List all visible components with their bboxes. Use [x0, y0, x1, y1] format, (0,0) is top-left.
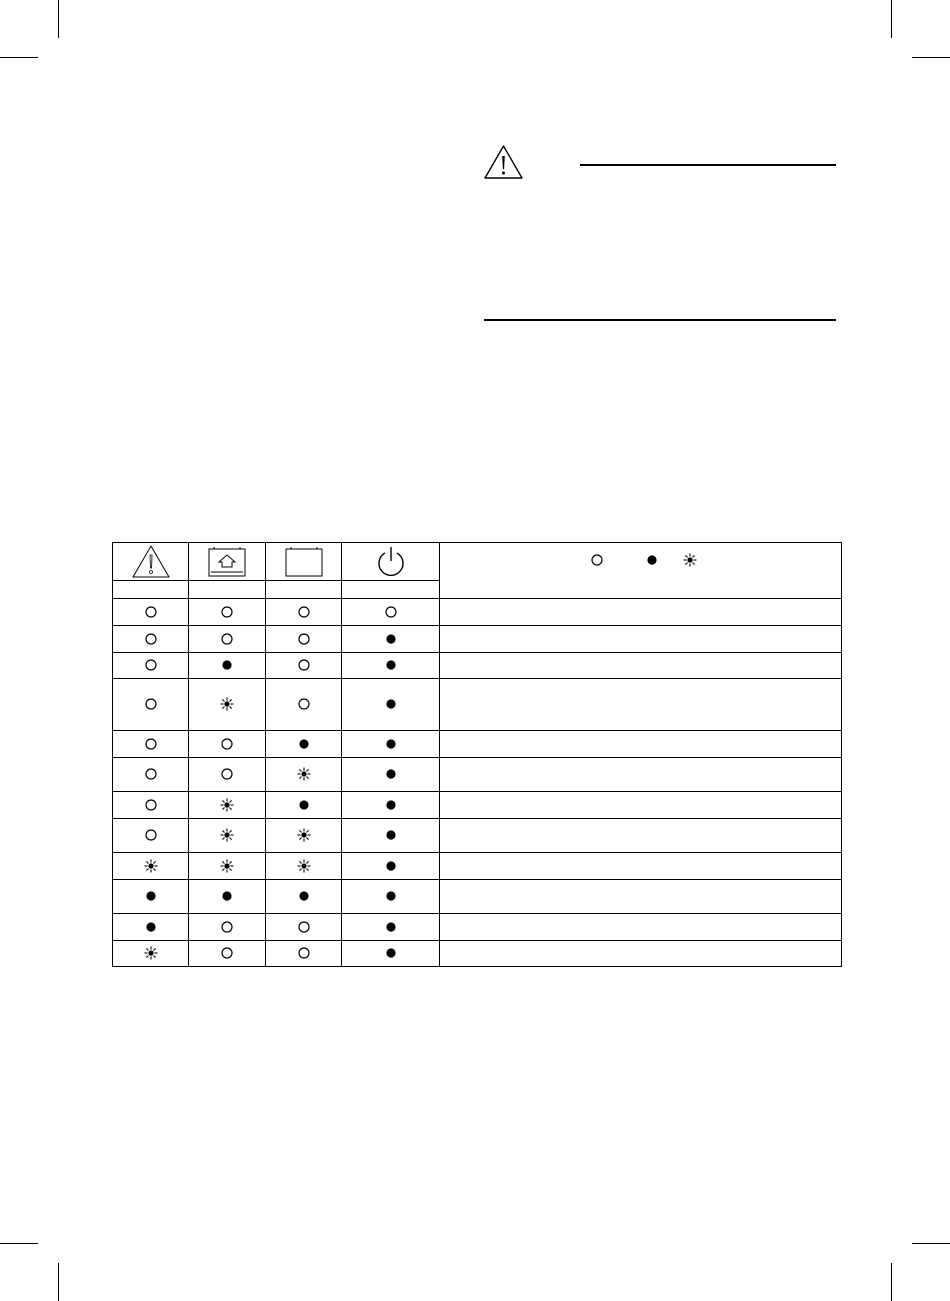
description-cell [440, 731, 842, 758]
description-cell [440, 758, 842, 792]
battery-icon [284, 545, 324, 579]
led-state-cell [266, 626, 342, 653]
led-state-cell [342, 653, 440, 679]
led-off-icon [144, 697, 158, 711]
led-state-cell [266, 853, 342, 880]
led-flashing-icon [144, 859, 158, 873]
legend-cell [440, 543, 842, 599]
led-off-icon [590, 553, 604, 572]
table-row [113, 880, 842, 914]
table-row [113, 653, 842, 679]
led-state-cell [189, 853, 266, 880]
led-state-cell [189, 792, 266, 819]
led-state-cell [342, 941, 440, 967]
led-state-cell [113, 853, 189, 880]
crop-mark [0, 1243, 38, 1244]
led-on-icon [384, 859, 398, 873]
description-cell [440, 626, 842, 653]
header-cell [189, 543, 266, 581]
led-on-icon [384, 658, 398, 672]
crop-mark [891, 0, 892, 38]
led-on-icon [384, 920, 398, 934]
description-cell [440, 880, 842, 914]
led-off-icon [297, 920, 311, 934]
led-state-cell [266, 653, 342, 679]
led-flashing-icon [220, 859, 234, 873]
crop-mark [912, 1243, 950, 1244]
led-flashing-icon [220, 697, 234, 711]
led-on-icon [297, 889, 311, 903]
led-state-cell [266, 731, 342, 758]
led-state-cell [189, 679, 266, 731]
led-state-cell [113, 653, 189, 679]
led-off-icon [297, 632, 311, 646]
led-off-icon [220, 767, 234, 781]
header-label-cell [266, 581, 342, 599]
led-state-cell [189, 914, 266, 941]
table-row [113, 731, 842, 758]
led-flashing-icon [297, 859, 311, 873]
led-off-icon [144, 737, 158, 751]
led-state-cell [342, 758, 440, 792]
led-status-table [112, 542, 842, 967]
led-state-cell [113, 880, 189, 914]
warning-triangle-icon [131, 544, 171, 580]
led-state-cell [342, 599, 440, 626]
led-state-cell [113, 758, 189, 792]
table-row [113, 853, 842, 880]
crop-mark [58, 0, 59, 38]
led-off-icon [144, 605, 158, 619]
led-state-cell [342, 792, 440, 819]
led-on-icon [297, 737, 311, 751]
led-on-icon [144, 920, 158, 934]
led-state-cell [189, 599, 266, 626]
led-state-cell [342, 880, 440, 914]
header-label-cell [189, 581, 266, 599]
led-flashing-icon [297, 767, 311, 781]
house-battery-icon [207, 545, 247, 579]
led-off-icon [297, 697, 311, 711]
table-row [113, 758, 842, 792]
header-label-cell [342, 581, 440, 599]
led-state-cell [342, 679, 440, 731]
led-flashing-icon [683, 553, 697, 572]
table-row [113, 599, 842, 626]
caution-bottom-rule [484, 319, 836, 321]
description-cell [440, 914, 842, 941]
led-flashing-icon [297, 828, 311, 842]
table-row [113, 819, 842, 853]
led-state-cell [113, 626, 189, 653]
led-state-cell [113, 679, 189, 731]
power-icon [375, 545, 407, 579]
led-state-cell [342, 731, 440, 758]
led-state-cell [189, 731, 266, 758]
led-on-icon [220, 658, 234, 672]
description-cell [440, 941, 842, 967]
led-on-icon [384, 798, 398, 812]
led-state-cell [266, 880, 342, 914]
led-off-icon [297, 605, 311, 619]
led-state-cell [266, 599, 342, 626]
led-state-cell [113, 941, 189, 967]
led-state-cell [266, 758, 342, 792]
led-on-icon [384, 767, 398, 781]
led-state-cell [113, 599, 189, 626]
led-on-icon [384, 946, 398, 960]
table-row [113, 941, 842, 967]
led-off-icon [144, 767, 158, 781]
led-state-cell [189, 880, 266, 914]
led-flashing-icon [144, 946, 158, 960]
led-on-icon [645, 553, 659, 572]
led-state-cell [113, 819, 189, 853]
led-state-cell [189, 819, 266, 853]
header-label-cell [113, 581, 189, 599]
table-row [113, 792, 842, 819]
header-row [113, 543, 842, 581]
led-state-cell [189, 626, 266, 653]
led-state-cell [113, 731, 189, 758]
led-off-icon [297, 658, 311, 672]
led-flashing-icon [220, 828, 234, 842]
led-state-cell [342, 914, 440, 941]
description-cell [440, 792, 842, 819]
led-off-icon [220, 605, 234, 619]
led-state-cell [266, 792, 342, 819]
led-on-icon [220, 889, 234, 903]
led-off-icon [297, 946, 311, 960]
led-state-cell [189, 941, 266, 967]
caution-top-rule [580, 164, 836, 166]
led-on-icon [384, 889, 398, 903]
led-off-icon [220, 946, 234, 960]
led-state-cell [189, 758, 266, 792]
led-on-icon [384, 737, 398, 751]
led-off-icon [144, 658, 158, 672]
description-cell [440, 853, 842, 880]
led-on-icon [297, 798, 311, 812]
led-state-cell [113, 914, 189, 941]
led-on-icon [144, 889, 158, 903]
led-off-icon [220, 737, 234, 751]
crop-mark [58, 1263, 59, 1301]
led-state-cell [266, 819, 342, 853]
led-off-icon [384, 605, 398, 619]
led-on-icon [384, 828, 398, 842]
led-off-icon [144, 632, 158, 646]
led-on-icon [384, 632, 398, 646]
header-cell [113, 543, 189, 581]
crop-mark [891, 1263, 892, 1301]
led-state-cell [266, 679, 342, 731]
led-off-icon [220, 632, 234, 646]
led-on-icon [384, 697, 398, 711]
header-cell [266, 543, 342, 581]
led-state-cell [342, 626, 440, 653]
led-off-icon [220, 920, 234, 934]
crop-mark [912, 57, 950, 58]
description-cell [440, 819, 842, 853]
led-flashing-icon [220, 798, 234, 812]
led-state-cell [266, 941, 342, 967]
description-cell [440, 679, 842, 731]
table-row [113, 914, 842, 941]
table-row [113, 679, 842, 731]
led-off-icon [144, 828, 158, 842]
header-cell [342, 543, 440, 581]
led-state-cell [342, 853, 440, 880]
description-cell [440, 653, 842, 679]
table-row [113, 626, 842, 653]
led-state-cell [266, 914, 342, 941]
led-state-cell [342, 819, 440, 853]
crop-mark [0, 57, 38, 58]
led-state-cell [113, 792, 189, 819]
led-off-icon [144, 798, 158, 812]
description-cell [440, 599, 842, 626]
warning-triangle-icon [483, 144, 524, 180]
led-state-cell [189, 653, 266, 679]
